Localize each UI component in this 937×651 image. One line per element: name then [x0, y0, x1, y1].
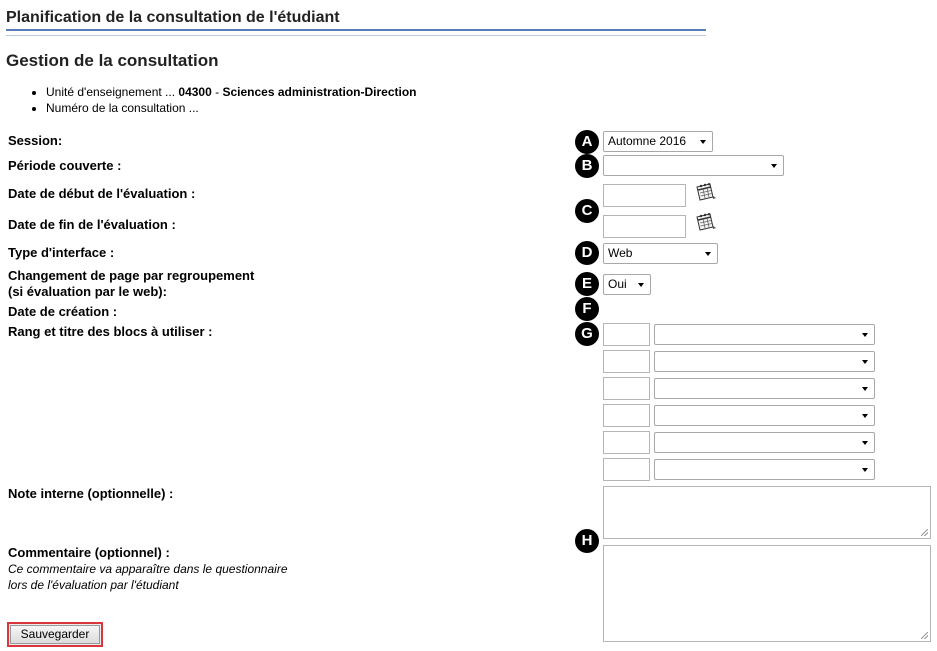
marker-f: F — [575, 297, 599, 321]
chevron-down-icon — [862, 468, 868, 472]
save-button[interactable] — [7, 622, 103, 647]
commentaire-hint-2: lors de l'évaluation par l'étudiant — [8, 578, 179, 592]
chevron-down-icon — [862, 441, 868, 445]
bloc-titre-select[interactable] — [654, 405, 875, 426]
resize-grip-icon[interactable] — [921, 529, 928, 536]
bloc-titre-select[interactable] — [654, 432, 875, 453]
chevron-down-icon — [862, 414, 868, 418]
save-button-label: Sauvegarder — [10, 625, 100, 644]
marker-e: E — [575, 272, 599, 296]
bloc-rang-input[interactable] — [603, 404, 650, 427]
label-session: Session: — [8, 133, 63, 148]
chevron-down-icon — [862, 333, 868, 337]
unite-sep: - — [215, 85, 220, 99]
marker-h: H — [575, 529, 599, 553]
note-interne-textarea[interactable] — [603, 486, 931, 539]
calendar-icon[interactable] — [694, 212, 716, 232]
chevron-down-icon — [862, 360, 868, 364]
changement-value: Oui — [608, 277, 627, 291]
commentaire-hint-1: Ce commentaire va apparaître dans le questionnaire — [8, 562, 288, 576]
marker-g: G — [575, 322, 599, 346]
chevron-down-icon — [771, 164, 777, 168]
marker-b: B — [575, 154, 599, 178]
resize-grip-icon[interactable] — [921, 632, 928, 639]
label-changement-2: (si évaluation par le web): — [8, 284, 167, 299]
bloc-rang-input[interactable] — [603, 458, 650, 481]
bloc-rang-input[interactable] — [603, 350, 650, 373]
info-list — [30, 84, 417, 116]
marker-a: A — [575, 130, 599, 154]
info-numero: • Numéro de la consultation ... — [46, 100, 417, 116]
bloc-rang-input[interactable] — [603, 323, 650, 346]
periode-select[interactable] — [603, 155, 784, 176]
chevron-down-icon — [705, 252, 711, 256]
type-interface-value: Web — [608, 246, 633, 260]
label-date-fin: Date de fin de l'évaluation : — [8, 217, 176, 232]
page-title: Planification de la consultation de l'étudiant — [6, 9, 340, 26]
bloc-titre-select[interactable] — [654, 459, 875, 480]
section-title: Gestion de la consultation — [6, 51, 219, 70]
unite-name: Sciences administration-Direction — [222, 85, 417, 99]
marker-d: D — [575, 241, 599, 265]
label-date-creation: Date de création : — [8, 304, 118, 319]
chevron-down-icon — [862, 387, 868, 391]
chevron-down-icon — [638, 283, 644, 287]
chevron-down-icon — [700, 140, 706, 144]
date-fin-input[interactable] — [603, 215, 686, 238]
session-value: Automne 2016 — [608, 134, 687, 148]
bloc-titre-select[interactable] — [654, 351, 875, 372]
bloc-titre-select[interactable] — [654, 378, 875, 399]
label-note-interne: Note interne (optionnelle) : — [8, 486, 174, 501]
info-unite — [46, 84, 417, 100]
date-debut-input[interactable] — [603, 184, 686, 207]
label-periode: Période couverte : — [8, 158, 122, 173]
bloc-rang-input[interactable] — [603, 377, 650, 400]
unite-code: 04300 — [178, 85, 212, 99]
unite-prefix: Unité d'enseignement ... — [46, 85, 176, 99]
label-date-debut: Date de début de l'évaluation : — [8, 186, 196, 201]
bloc-titre-select[interactable] — [654, 324, 875, 345]
bloc-rang-input[interactable] — [603, 431, 650, 454]
label-changement-1: Changement de page par regroupement — [8, 268, 255, 283]
label-commentaire: Commentaire (optionnel) : — [8, 545, 170, 560]
title-divider — [6, 29, 706, 36]
calendar-icon[interactable] — [694, 182, 716, 202]
changement-select[interactable] — [603, 274, 651, 295]
session-select[interactable] — [603, 131, 713, 152]
label-type-interface: Type d'interface : — [8, 245, 115, 260]
marker-c: C — [575, 199, 599, 223]
label-rang-titre: Rang et titre des blocs à utiliser : — [8, 324, 213, 339]
commentaire-textarea[interactable] — [603, 545, 931, 642]
type-interface-select[interactable] — [603, 243, 718, 264]
